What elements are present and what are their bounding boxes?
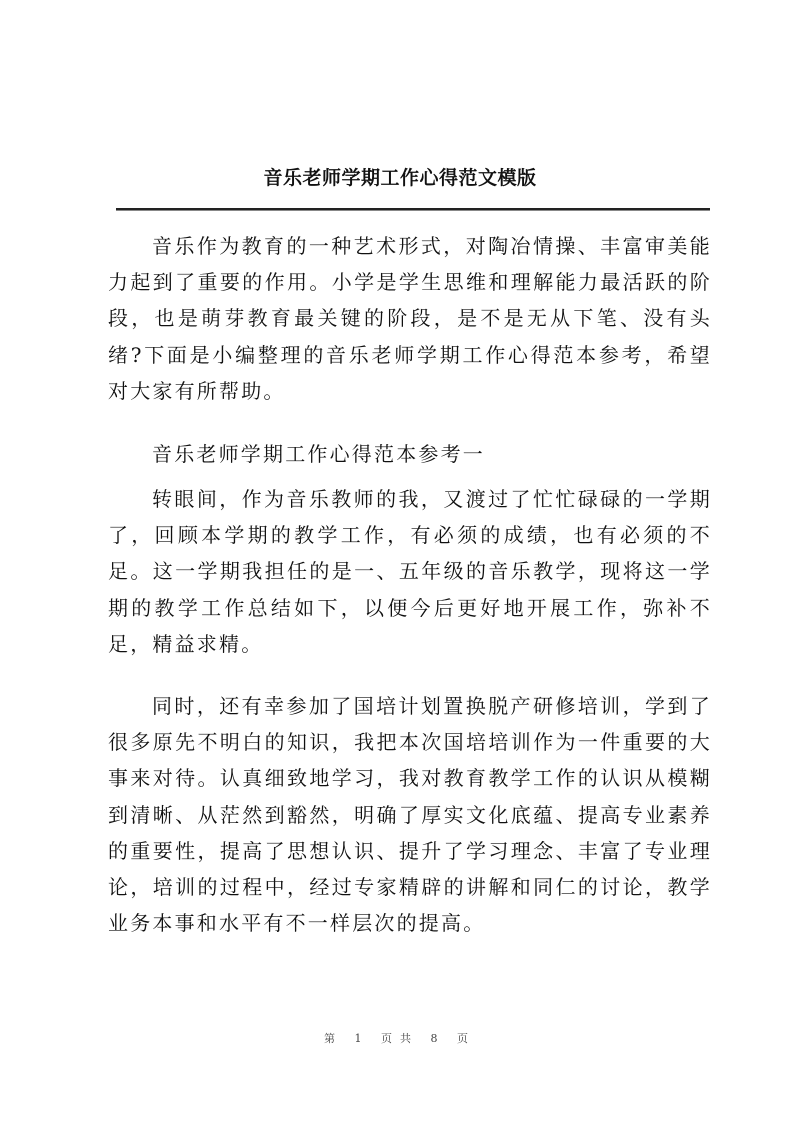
intro-paragraph: 音乐作为教育的一种艺术形式，对陶冶情操、丰富审美能力起到了重要的作用。小学是学生思维和理解能力最活跃的阶段，也是萌芽教育最关键的阶段，是不是无从下笔、没有头绪?下面是小编整理的音乐老师学期工作心得范本参考，希望对大家有所帮助。: [108, 234, 712, 403]
section-heading: 音乐老师学期工作心得范本参考一: [152, 442, 485, 466]
page-number-label: 第 1 页共 8 页: [324, 1032, 476, 1045]
body-paragraph-2: 同时，还有幸参加了国培计划置换脱产研修培训，学到了很多原先不明白的知识，我把本次国培培训作为一件重要的大事来对待。认真细致地学习，我对教育教学工作的认识从模糊到清晰、从茫然到豁然，明确了厚实文化底蕴、提高专业素养的重要性，提高了思想认识、提升了学习理念、丰富了专业理论，培训的过程中，经过专家精辟的讲解和同仁的讨论，教学业务本事和水平有不一样层次的提高。: [108, 694, 712, 936]
body-paragraph-1: 转眼间，作为音乐教师的我，又渡过了忙忙碌碌的一学期了，回顾本学期的教学工作，有必须的成绩，也有必须的不足。这一学期我担任的是一、五年级的音乐教学，现将这一学期的教学工作总结如下，以便今后更好地开展工作，弥补不足，精益求精。: [108, 487, 712, 656]
title-divider: [116, 208, 710, 210]
page-footer: [0, 1030, 800, 1046]
document-title: 音乐老师学期工作心得范文模版: [263, 167, 537, 189]
